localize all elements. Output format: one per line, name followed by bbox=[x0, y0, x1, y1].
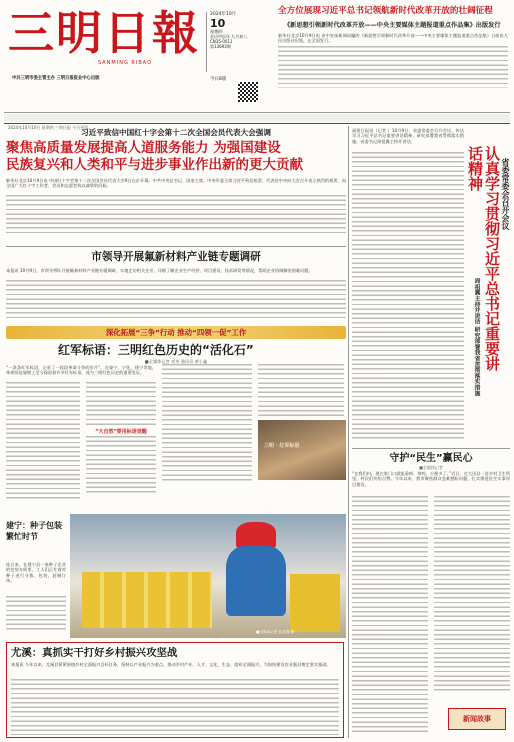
minsheng-col1 bbox=[352, 496, 428, 734]
divider-minsheng bbox=[352, 448, 510, 449]
news-story-badge bbox=[448, 708, 506, 730]
ticker-text: 2024年10月10日 星期四 三明日报 今日导读 bbox=[8, 125, 89, 130]
red-slogan-photo-tag: 三明 · 红军标语 bbox=[264, 443, 300, 449]
minsheng-body: “在我们村，现在家门口就能看病、拿药，方便多了。”近日，在大田县一处乡村卫生所里，村民们纷纷点赞。今年以来，我市聚焦群众急难愁盼问题，扎实推进民生实事项目建设。 bbox=[352, 471, 510, 487]
masthead-qr bbox=[238, 82, 258, 102]
vertical-headline: 认真学习贯彻习近平总书记重要讲话精神 bbox=[466, 146, 501, 371]
cn-code: CN35-0011 bbox=[210, 39, 233, 44]
story-red-slogan-col1 bbox=[6, 382, 80, 500]
worker-hat bbox=[236, 522, 276, 548]
provincial-columns bbox=[352, 152, 464, 442]
vertical-subline: 周祖翼主持并讲话 研究部署我省贯彻落实措施 bbox=[473, 278, 479, 397]
story-red-slogan-col5 bbox=[258, 364, 344, 416]
minsheng-headline: 守护“民生”赢民心 bbox=[389, 453, 473, 464]
story-jianning-body: 连日来，在建宁县一家种子企业的包装车间里，工人们正忙着对种子进行分拣、包装，赶制订单。 bbox=[6, 562, 66, 584]
story-youxi-columns bbox=[11, 679, 339, 735]
lead-headline-line1: 聚焦高质量发展提高人道服务能力 为强国建设 bbox=[6, 140, 281, 156]
lunar-date: 农历甲辰年 九月初八 bbox=[210, 34, 248, 39]
lead-story bbox=[6, 128, 346, 244]
worker-body bbox=[226, 546, 286, 616]
provincial-story bbox=[352, 128, 510, 444]
masthead-pinyin: SANMING RIBAO bbox=[98, 60, 153, 66]
story-red-slogan-byline: ■全媒体记者 麦麦 通讯员 黄小鑫 bbox=[144, 359, 208, 364]
lead-body: 新华社北京10月9日电 中国红十字会第十二次全国会员代表大会9日在京开幕。中共中央总书记、国家主席、中央军委主席习近平致信祝贺，代表党中央向大会召开表示热烈的祝贺，向全国广大红十字工作者、会员和志愿者致以诚挚的问候。 bbox=[6, 178, 346, 189]
story-fluorine-body: 本报讯 10月9日，市领导带队开展氟新材料产业链专题调研，实地走访相关企业，详细了解企业生产经营、项目建设、技术研发等情况，帮助企业协调解决困难问题。 bbox=[6, 268, 313, 273]
date-day: 10 bbox=[210, 17, 226, 30]
story-red-slogan-body: “一条条红军标语，记录了一段段革命斗争的岁月”。在泰宁、宁化、建宁等地，革命旧址墙壁上至今保留着许多红军标语，成为三明红色历史的重要见证。 bbox=[6, 365, 156, 376]
masthead-divider bbox=[4, 112, 510, 113]
story-jianning-headline bbox=[6, 520, 66, 542]
lead-headline-line2: 民族复兴和人类和平与进步事业作出新的更大贡献 bbox=[6, 157, 303, 173]
seed-bags bbox=[82, 572, 212, 628]
story-red-slogan-headline: 红军标语：三明红色历史的“活化石” bbox=[58, 343, 254, 357]
divider-story2 bbox=[6, 246, 346, 247]
news-story-badge-text: 新闻故事 bbox=[463, 715, 491, 723]
bag-stack bbox=[290, 574, 340, 632]
ticker-bar bbox=[4, 114, 510, 130]
special-banner bbox=[6, 326, 346, 339]
top-right-text-columns bbox=[278, 46, 508, 88]
story-minsheng bbox=[352, 452, 510, 738]
jianning-photo bbox=[70, 514, 346, 638]
masthead-title: 三明日報 bbox=[8, 6, 200, 60]
story-youxi-body: 本报讯 今年以来，尤溪县紧紧围绕乡村全面振兴目标任务，坚持以产业振兴为重点，推动乡村产业、人才、文化、生态、组织全面振兴，为加快建设农业强县奠定坚实基础。 bbox=[11, 662, 331, 667]
story-fluorine-columns bbox=[6, 280, 346, 318]
story-youxi-headline: 尤溪：真抓实干打好乡村振兴攻坚战 bbox=[11, 647, 178, 659]
provincial-body: 福建日报讯（记者 ）10月9日，省委常委会召开会议，传达学习习近平总书记重要讲话精神，研究部署我省贯彻落实措施。省委书记周祖翼主持并讲话。 bbox=[352, 128, 464, 144]
story-red-slogan-col2 bbox=[86, 382, 156, 426]
vertical-kicker: 省委常委会召开会议 bbox=[501, 158, 510, 230]
date-block bbox=[206, 12, 268, 72]
top-right-headline: 全方位展现习近平总书记领航新时代改革开放的壮阔征程 bbox=[278, 6, 493, 16]
top-right-subheadline: 《新思想引领新时代改革开放——中央主要媒体主题报道重点作品集》出版发行 bbox=[284, 22, 501, 29]
banner-text: 深化拓展“三争”行动 推动“四领一促”工作 bbox=[105, 328, 247, 337]
top-right-body: 新华社北京10月9日电 由中宣部新闻局编的《新思想引领新时代改革开放——中央主要媒体主题报道重点作品集》日前由人民出版社出版，在全国发行。 bbox=[278, 33, 508, 44]
top-rule bbox=[4, 123, 510, 124]
story-red-slogan bbox=[6, 342, 346, 512]
lead-kicker: 习近平致信中国红十字会第十二次全国会员代表大会强调 bbox=[81, 128, 271, 137]
story-fluorine-headline: 市领导开展氟新材料产业链专题调研 bbox=[91, 251, 261, 263]
red-slogan-photo bbox=[258, 420, 346, 480]
date-year-month: 2024年10月 bbox=[210, 12, 237, 17]
column-divider bbox=[348, 126, 349, 738]
story-red-slogan-subhead: “大自然”要用标语觉醒 bbox=[95, 429, 147, 435]
story-youxi-box bbox=[6, 642, 344, 738]
story-jianning bbox=[6, 514, 346, 640]
weekday: 星期四 bbox=[210, 29, 223, 34]
story-jianning-columns bbox=[6, 596, 66, 632]
lead-text-columns bbox=[6, 195, 346, 235]
minsheng-col2 bbox=[434, 496, 510, 692]
story-fluorine bbox=[6, 250, 346, 320]
story-red-slogan-col3 bbox=[86, 436, 156, 496]
top-right-story bbox=[278, 6, 508, 110]
edition-count: 今日8版 bbox=[210, 77, 227, 82]
issue-number: 第13693期 bbox=[210, 44, 231, 49]
story-red-slogan-col4 bbox=[162, 364, 252, 482]
masthead bbox=[6, 4, 276, 112]
publisher-line: 中共三明市委主管主办 三明日报报业中心出版 bbox=[12, 76, 100, 81]
story-jianning-headline-text: 建宁：种子包装 繁忙时节 bbox=[6, 521, 62, 541]
minsheng-byline: ■全媒体记者 bbox=[419, 465, 443, 470]
jianning-photo-caption: ■全媒体记者 何茗静 摄 bbox=[256, 630, 295, 634]
